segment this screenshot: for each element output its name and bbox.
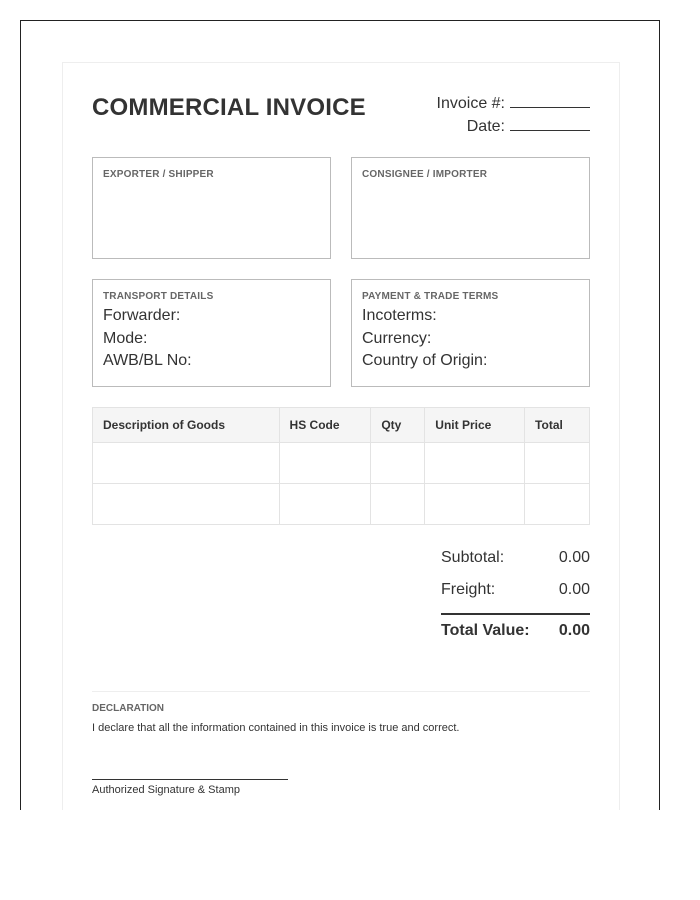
table-cell[interactable] [525, 443, 590, 484]
invoice-number-blank[interactable] [510, 93, 590, 108]
column-header-unit-price: Unit Price [425, 408, 525, 443]
exporter-box[interactable] [92, 157, 331, 259]
table-cell[interactable] [279, 484, 371, 525]
consignee-box[interactable] [351, 157, 590, 259]
freight-label: Freight: [441, 581, 496, 598]
items-table [92, 407, 590, 525]
declaration-label: DECLARATION [92, 703, 165, 714]
invoice-title: COMMERCIAL INVOICE [92, 94, 366, 121]
totals-block [441, 549, 590, 640]
incoterms-field: Incoterms: [362, 307, 437, 324]
invoice-number-field [437, 93, 590, 113]
signature-line[interactable] [92, 779, 288, 780]
signature-label: Authorized Signature & Stamp [92, 784, 240, 796]
table-cell[interactable] [93, 443, 280, 484]
exporter-label: EXPORTER / SHIPPER [103, 169, 214, 180]
country-of-origin-field: Country of Origin: [362, 352, 488, 369]
column-header-hs-code: HS Code [279, 408, 371, 443]
consignee-label: CONSIGNEE / IMPORTER [362, 169, 488, 180]
table-cell[interactable] [371, 443, 425, 484]
table-cell[interactable] [525, 484, 590, 525]
awb-bl-field: AWB/BL No: [103, 352, 192, 369]
subtotal-label: Subtotal: [441, 549, 505, 566]
table-cell[interactable] [279, 443, 371, 484]
total-value-label: Total Value: [441, 622, 530, 639]
table-row [93, 443, 590, 484]
declaration-divider [92, 691, 590, 692]
payment-label: PAYMENT & TRADE TERMS [362, 291, 499, 302]
declaration-text: I declare that all the information contained in this invoice is true and correct. [92, 722, 460, 734]
invoice-date-blank[interactable] [510, 116, 590, 131]
transport-box [92, 279, 331, 387]
freight-value: 0.00 [558, 581, 590, 598]
subtotal-value: 0.00 [558, 549, 590, 566]
column-header-qty: Qty [371, 408, 425, 443]
table-cell[interactable] [425, 443, 525, 484]
column-header-total: Total [525, 408, 590, 443]
total-value-amount: 0.00 [558, 622, 590, 639]
transport-label: TRANSPORT DETAILS [103, 291, 214, 302]
table-cell[interactable] [371, 484, 425, 525]
invoice-date-label: Date: [466, 118, 505, 135]
total-value-row [441, 613, 590, 640]
freight-row [441, 581, 590, 613]
currency-field: Currency: [362, 329, 432, 347]
table-row [93, 484, 590, 525]
invoice-number-label: Invoice #: [436, 95, 505, 112]
forwarder-field: Forwarder: [103, 307, 181, 324]
invoice-date-field [467, 116, 590, 136]
payment-box [351, 279, 590, 387]
mode-field: Mode: [103, 329, 148, 347]
table-cell[interactable] [93, 484, 280, 525]
table-cell[interactable] [425, 484, 525, 525]
items-header-row [93, 408, 590, 443]
subtotal-row [441, 549, 590, 581]
column-header-description: Description of Goods [93, 408, 280, 443]
